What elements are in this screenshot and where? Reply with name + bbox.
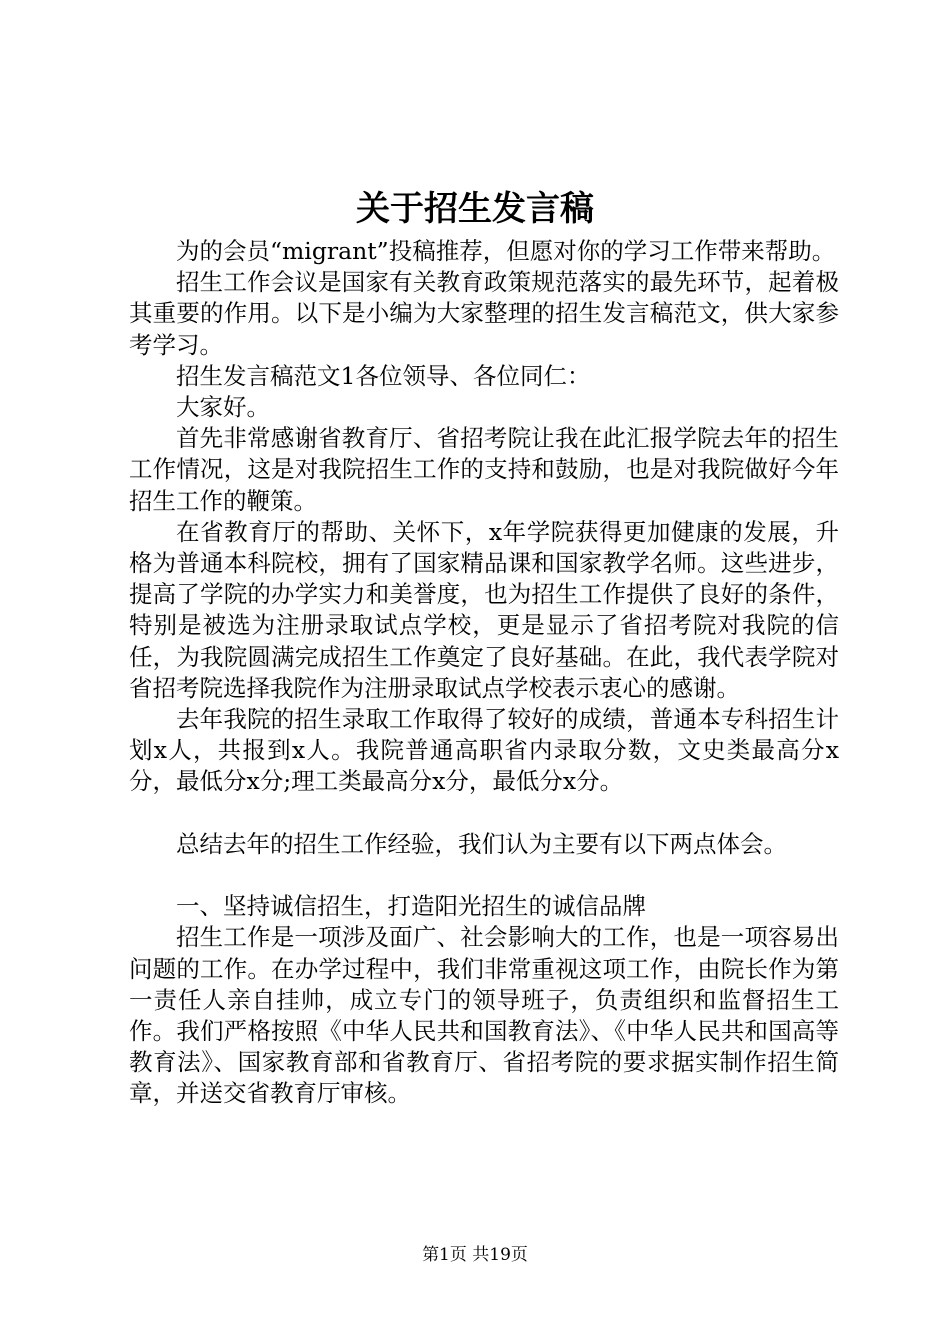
paragraph-experience: 总结去年的招生工作经验，我们认为主要有以下两点体会。 <box>176 829 787 858</box>
document-body <box>129 236 839 1110</box>
document-title: 关于招生发言稿 <box>356 189 594 229</box>
paragraph-results: 去年我院的招生录取工作取得了较好的成绩，普通本专科招生计划x人，共报到x人。我院普通高职省内录取分数，文史类最高分x分，最低分x分;理工类最高分x分，最低分x分。 <box>129 705 839 796</box>
paragraph-greeting: 大家好。 <box>176 393 270 422</box>
paragraph-spacer <box>129 798 839 829</box>
paragraph-thanks: 首先非常感谢省教育厅、省招考院让我在此汇报学院去年的招生工作情况，这是对我院招生工作的支持和鼓励，也是对我院做好今年招生工作的鞭策。 <box>129 424 839 515</box>
section-heading: 一、坚持诚信招生，打造阳光招生的诚信品牌 <box>176 892 646 921</box>
paragraph-spacer <box>129 860 839 891</box>
paragraph-integrity: 招生工作是一项涉及面广、社会影响大的工作，也是一项容易出问题的工作。在办学过程中，我们非常重视这项工作，由院长作为第一责任人亲自挂帅，成立专门的领导班子，负责组织和监督招生工作。我们严格按照《中华人民共和国教育法》、《中华人民共和国高等教育法》、国家教育部和省教育厅、省招考院的要求据实制作招生简章，并送交省教育厅审核。 <box>129 923 839 1108</box>
paragraph-summary: 招生工作会议是国家有关教育政策规范落实的最先环节，起着极其重要的作用。以下是小编为大家整理的招生发言稿范文，供大家参考学习。 <box>129 268 839 359</box>
paragraph-progress: 在省教育厅的帮助、关怀下，x年学院获得更加健康的发展，升格为普通本科院校，拥有了国家精品课和国家教学名师。这些进步，提高了学院的办学实力和美誉度，也为招生工作提供了良好的条件，特别是被选为注册录取试点学校，更是显示了省招考院对我院的信任，为我院圆满完成招生工作奠定了良好基础。在此，我代表学院对省招考院选择我院作为注册录取试点学校表示衷心的感谢。 <box>129 517 839 702</box>
paragraph-salutation: 招生发言稿范文1各位领导、各位同仁： <box>176 361 591 390</box>
paragraph-intro: 为的会员“migrant”投稿推荐，但愿对你的学习工作带来帮助。 <box>176 237 836 265</box>
page-footer: 第1页 共19页 <box>422 1245 528 1265</box>
